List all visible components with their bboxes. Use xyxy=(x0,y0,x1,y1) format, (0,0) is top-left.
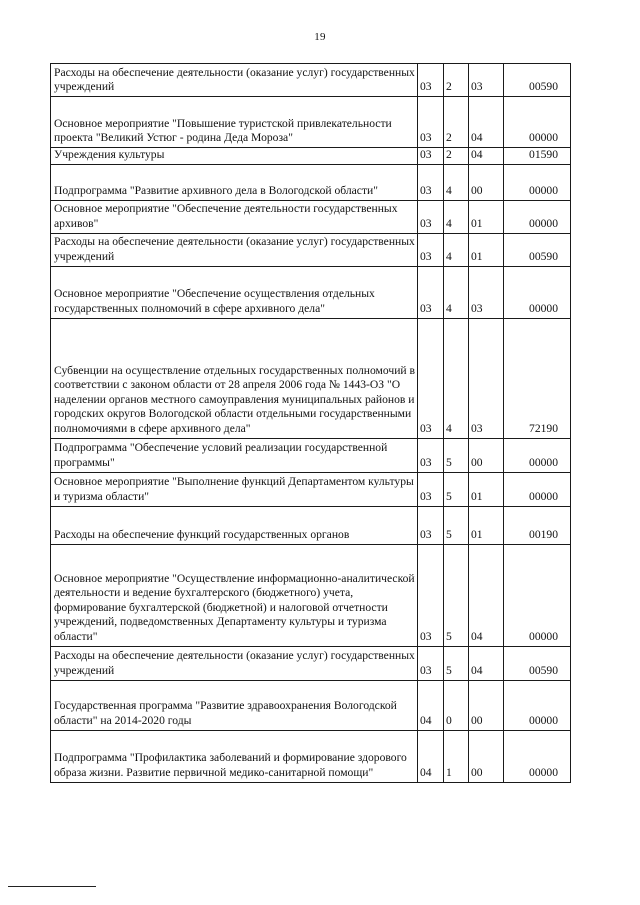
direction-code-cell: 00000 xyxy=(504,200,571,233)
direction-code-cell: 00590 xyxy=(504,64,571,97)
direction-code-cell: 00000 xyxy=(504,164,571,200)
event-code-cell: 03 xyxy=(469,266,504,318)
row-name: Расходы на обеспечение деятельности (оказание услуг) государственных учреждений xyxy=(51,646,418,680)
row-name: Расходы на обеспечение деятельности (оказание услуг) государственных учреждений xyxy=(51,233,418,266)
event-code-cell: 04 xyxy=(469,646,504,680)
direction-code-cell: 00190 xyxy=(504,506,571,544)
row-name: Подпрограмма "Профилактика заболеваний и формирование здорового образа жизни. Развитие первичной медико-санитарной помощи" xyxy=(51,730,418,782)
program-code-cell: 03 xyxy=(418,506,444,544)
subprogram-code-cell: 4 xyxy=(444,266,469,318)
table-row xyxy=(51,64,571,97)
table-row xyxy=(51,164,571,200)
subprogram-code-cell: 0 xyxy=(444,680,469,730)
direction-code-cell: 72190 xyxy=(504,318,571,438)
event-code-cell: 03 xyxy=(469,318,504,438)
program-code-cell: 03 xyxy=(418,646,444,680)
table-row xyxy=(51,730,571,782)
event-code-cell: 01 xyxy=(469,472,504,506)
event-code-cell: 01 xyxy=(469,233,504,266)
program-code-cell: 03 xyxy=(418,438,444,472)
row-name: Расходы на обеспечение деятельности (оказание услуг) государственных учреждений xyxy=(51,64,418,97)
row-name: Расходы на обеспечение функций государственных органов xyxy=(51,506,418,544)
event-code-cell: 00 xyxy=(469,438,504,472)
subprogram-code-cell: 4 xyxy=(444,233,469,266)
program-code-cell: 04 xyxy=(418,730,444,782)
event-code-cell: 01 xyxy=(469,200,504,233)
program-code-cell: 03 xyxy=(418,472,444,506)
event-code-cell: 00 xyxy=(469,730,504,782)
direction-code-cell: 00590 xyxy=(504,233,571,266)
program-code-cell: 03 xyxy=(418,200,444,233)
table-row xyxy=(51,646,571,680)
event-code-cell: 04 xyxy=(469,148,504,165)
program-code-cell: 03 xyxy=(418,544,444,646)
footnote-divider xyxy=(8,886,96,887)
event-code-cell: 04 xyxy=(469,97,504,148)
program-code-cell: 03 xyxy=(418,233,444,266)
row-name: Подпрограмма "Обеспечение условий реализации государственной программы" xyxy=(51,438,418,472)
subprogram-code-cell: 4 xyxy=(444,200,469,233)
event-code-cell: 00 xyxy=(469,680,504,730)
subprogram-code-cell: 1 xyxy=(444,730,469,782)
direction-code-cell: 00590 xyxy=(504,646,571,680)
table-row xyxy=(51,506,571,544)
subprogram-code-cell: 5 xyxy=(444,438,469,472)
table-row xyxy=(51,148,571,165)
row-name: Основное мероприятие "Выполнение функций Департаментом культуры и туризма области" xyxy=(51,472,418,506)
event-code-cell: 00 xyxy=(469,164,504,200)
direction-code-cell: 00000 xyxy=(504,472,571,506)
program-code-cell: 03 xyxy=(418,97,444,148)
table-row xyxy=(51,680,571,730)
program-code-cell: 03 xyxy=(418,318,444,438)
program-code-cell: 03 xyxy=(418,266,444,318)
direction-code-cell: 01590 xyxy=(504,148,571,165)
event-code-cell: 03 xyxy=(469,64,504,97)
event-code-cell: 04 xyxy=(469,544,504,646)
budget-classification-table xyxy=(50,63,571,783)
event-code-cell: 01 xyxy=(469,506,504,544)
subprogram-code-cell: 2 xyxy=(444,148,469,165)
direction-code-cell: 00000 xyxy=(504,680,571,730)
row-name: Основное мероприятие "Повышение туристской привлекательности проекта "Великий Устюг - родина Деда Мороза" xyxy=(51,97,418,148)
direction-code-cell: 00000 xyxy=(504,544,571,646)
subprogram-code-cell: 4 xyxy=(444,318,469,438)
subprogram-code-cell: 5 xyxy=(444,646,469,680)
table-row xyxy=(51,544,571,646)
row-name: Подпрограмма "Развитие архивного дела в Вологодской области" xyxy=(51,164,418,200)
subprogram-code-cell: 5 xyxy=(444,472,469,506)
subprogram-code-cell: 2 xyxy=(444,97,469,148)
program-code-cell: 03 xyxy=(418,164,444,200)
row-name: Субвенции на осуществление отдельных государственных полномочий в соответствии с законом области от 28 апреля 2006 года № 1443-ОЗ "О наделении органов местного самоуправления муниципальных районов и городских округов Вологодской области отдельными государственными полномочиями в сфере архивного дела" xyxy=(51,318,418,438)
subprogram-code-cell: 2 xyxy=(444,64,469,97)
table-row xyxy=(51,200,571,233)
table-row xyxy=(51,472,571,506)
program-code-cell: 03 xyxy=(418,64,444,97)
subprogram-code-cell: 5 xyxy=(444,506,469,544)
program-code-cell: 04 xyxy=(418,680,444,730)
table-row xyxy=(51,438,571,472)
program-code-cell: 03 xyxy=(418,148,444,165)
table-row xyxy=(51,318,571,438)
table-row xyxy=(51,233,571,266)
row-name: Учреждения культуры xyxy=(51,148,418,165)
row-name: Основное мероприятие "Обеспечение деятельности государственных архивов" xyxy=(51,200,418,233)
subprogram-code-cell: 5 xyxy=(444,544,469,646)
table-row xyxy=(51,266,571,318)
direction-code-cell: 00000 xyxy=(504,730,571,782)
direction-code-cell: 00000 xyxy=(504,438,571,472)
direction-code-cell: 00000 xyxy=(504,97,571,148)
row-name: Основное мероприятие "Осуществление информационно-аналитической деятельности и ведение бухгалтерского (бюджетного) учета, формирование бухгалтерской (бюджетной) и налоговой отчетности учреждений, подведомственных Департаменту культуры и туризма области" xyxy=(51,544,418,646)
row-name: Государственная программа "Развитие здравоохранения Вологодской области" на 2014-2020 годы xyxy=(51,680,418,730)
page-number: 19 xyxy=(314,31,326,43)
direction-code-cell: 00000 xyxy=(504,266,571,318)
table-row xyxy=(51,97,571,148)
row-name: Основное мероприятие "Обеспечение осуществления отдельных государственных полномочий в сфере архивного дела" xyxy=(51,266,418,318)
subprogram-code-cell: 4 xyxy=(444,164,469,200)
